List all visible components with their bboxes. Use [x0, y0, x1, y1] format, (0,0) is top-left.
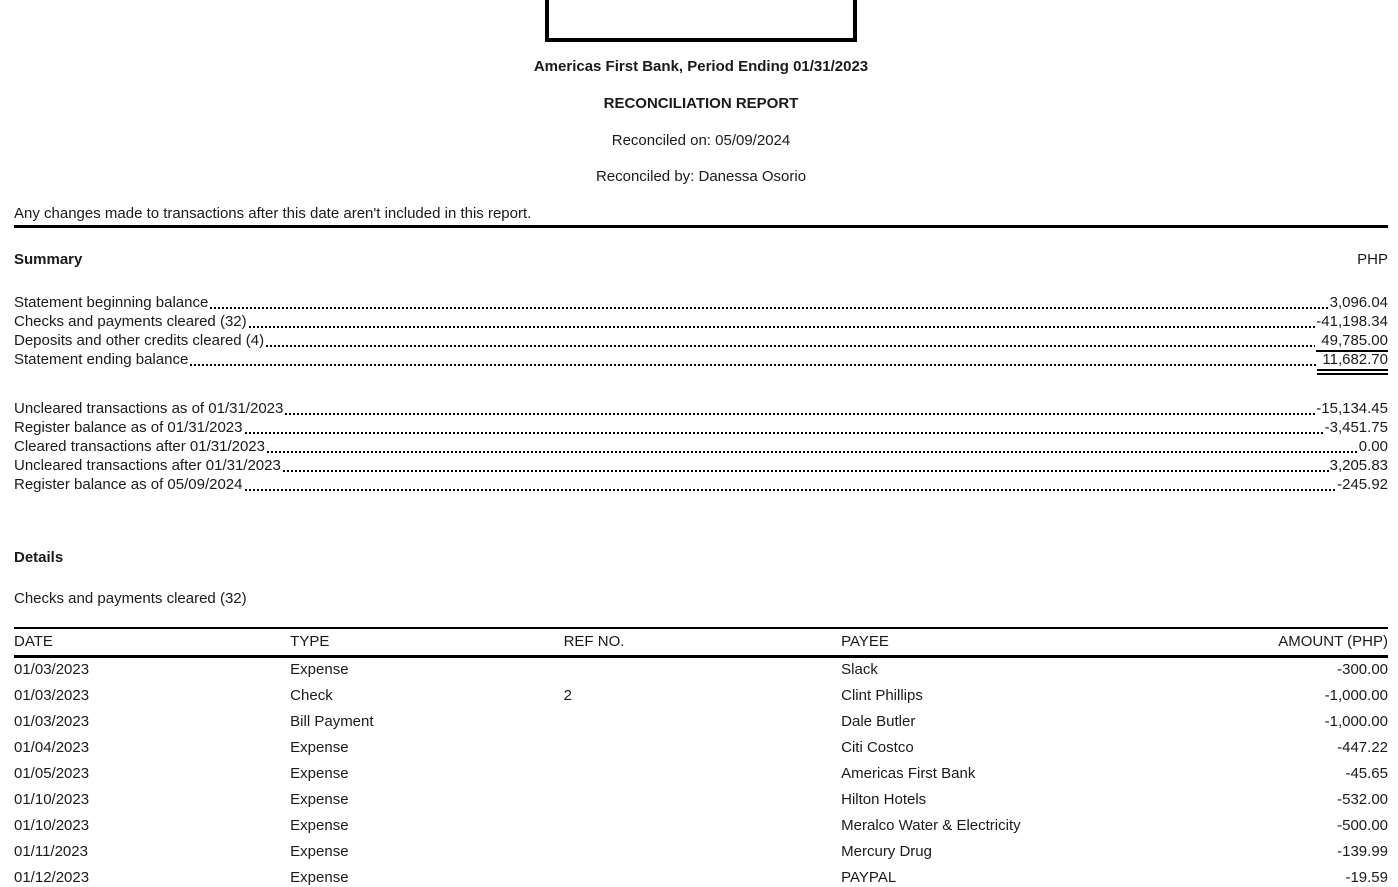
cell-type: Expense	[290, 842, 349, 860]
cell-date: 01/03/2023	[14, 686, 90, 704]
dotted-leader	[267, 451, 1358, 453]
details-section-label: Checks and payments cleared (32)	[14, 590, 247, 607]
cell-date: 01/11/2023	[14, 842, 88, 860]
details-heading: Details	[14, 549, 64, 566]
dotted-leader	[249, 326, 1316, 328]
table-row	[14, 812, 1388, 838]
cell-ref-no	[564, 786, 842, 812]
dotted-leader	[285, 413, 1315, 415]
table-row	[14, 760, 1388, 786]
cell-ref-no	[564, 656, 842, 682]
summary-row	[14, 437, 1388, 456]
logo-placeholder-box	[545, 0, 857, 42]
summary-heading: Summary	[14, 251, 83, 268]
summary-row-label: Uncleared transactions after 01/31/2023	[14, 457, 281, 474]
summary-row-label: Register balance as of 01/31/2023	[14, 419, 243, 436]
cell-date: 01/10/2023	[14, 790, 90, 808]
summary-row-label: Register balance as of 05/09/2024	[14, 476, 243, 493]
summary-row-label: Statement beginning balance	[14, 294, 209, 311]
cell-date: 01/05/2023	[14, 764, 90, 782]
summary-row	[14, 399, 1388, 418]
summary-row	[14, 293, 1388, 312]
cell-date: 01/10/2023	[14, 816, 90, 834]
column-header-date: DATE	[14, 628, 290, 656]
cell-amount: -532.00	[1337, 790, 1388, 808]
summary-row-label: Uncleared transactions as of 01/31/2023	[14, 400, 284, 417]
summary-row-label: Cleared transactions after 01/31/2023	[14, 438, 265, 455]
cell-type: Expense	[290, 661, 349, 679]
summary-group-1	[14, 293, 1388, 369]
cell-payee: Slack	[841, 661, 878, 679]
transactions-table	[14, 627, 1388, 887]
summary-row	[14, 475, 1388, 494]
column-header-type: TYPE	[290, 628, 563, 656]
summary-row-value: 11,682.70	[1317, 350, 1388, 371]
dotted-leader	[245, 489, 1337, 491]
summary-row-value: 3,096.04	[1329, 294, 1388, 311]
dotted-leader	[283, 470, 1329, 472]
dotted-leader	[210, 307, 1328, 309]
summary-row	[14, 350, 1388, 369]
summary-row-label: Deposits and other credits cleared (4)	[14, 332, 265, 349]
cell-date: 01/03/2023	[14, 712, 90, 730]
cell-amount: -1,000.00	[1324, 712, 1388, 730]
summary-row	[14, 456, 1388, 475]
cell-type: Expense	[290, 868, 349, 886]
cell-ref-no: 2	[563, 686, 572, 704]
cell-amount: -139.99	[1337, 842, 1388, 860]
column-header-payee: PAYEE	[841, 628, 1150, 656]
dotted-leader	[266, 345, 1315, 347]
summary-row	[14, 418, 1388, 437]
column-header-ref-no: REF NO.	[564, 628, 842, 656]
table-row	[14, 682, 1388, 708]
cell-type: Check	[290, 686, 333, 704]
dotted-leader	[245, 432, 1324, 434]
cell-type: Bill Payment	[290, 712, 374, 730]
column-header-amount: AMOUNT (PHP)	[1150, 628, 1388, 656]
cell-amount: -1,000.00	[1324, 686, 1388, 704]
cell-payee: Hilton Hotels	[841, 790, 927, 808]
cell-payee: Clint Phillips	[841, 686, 923, 704]
summary-row	[14, 331, 1388, 350]
summary-row-value: 3,205.83	[1329, 457, 1388, 474]
cell-type: Expense	[290, 790, 349, 808]
cell-payee: Meralco Water & Electricity	[841, 816, 1021, 834]
bank-period-title: Americas First Bank, Period Ending 01/31/2023	[533, 58, 869, 75]
cell-amount: -447.22	[1337, 738, 1388, 756]
cell-payee: Mercury Drug	[841, 842, 932, 860]
cell-payee: PAYPAL	[841, 868, 897, 886]
table-row	[14, 786, 1388, 812]
cell-ref-no	[564, 734, 842, 760]
summary-row-value: -41,198.34	[1316, 313, 1388, 330]
cell-ref-no	[564, 838, 842, 864]
cell-type: Expense	[290, 816, 349, 834]
cell-ref-no	[564, 760, 842, 786]
cell-payee: Citi Costco	[841, 738, 914, 756]
summary-row-value: -15,134.45	[1316, 400, 1388, 417]
summary-heading-row	[14, 252, 1388, 267]
table-row	[14, 734, 1388, 760]
reconciled-on-line: Reconciled on: 05/09/2024	[611, 132, 791, 149]
cell-amount: -45.65	[1345, 764, 1388, 782]
summary-row-label: Statement ending balance	[14, 351, 189, 368]
summary-row-value: 0.00	[1358, 438, 1388, 455]
report-title: RECONCILIATION REPORT	[603, 95, 799, 112]
table-row	[14, 864, 1388, 887]
summary-row-value: 49,785.00	[1316, 331, 1388, 352]
changes-notice: Any changes made to transactions after this date aren't included in this report.	[14, 206, 1388, 228]
summary-row-value: -3,451.75	[1324, 419, 1388, 436]
table-header-row	[14, 628, 1388, 656]
cell-payee: Americas First Bank	[841, 764, 976, 782]
summary-row-value: -245.92	[1337, 476, 1388, 493]
dotted-leader	[190, 364, 1316, 366]
table-row	[14, 838, 1388, 864]
cell-date: 01/04/2023	[14, 738, 90, 756]
table-row	[14, 656, 1388, 682]
cell-type: Expense	[290, 738, 349, 756]
cell-date: 01/03/2023	[14, 661, 90, 679]
cell-ref-no	[564, 864, 842, 887]
cell-date: 01/12/2023	[14, 868, 90, 886]
cell-amount: -19.59	[1345, 868, 1388, 886]
summary-row-label: Checks and payments cleared (32)	[14, 313, 247, 330]
cell-payee: Dale Butler	[841, 712, 916, 730]
reconciled-by-line: Reconciled by: Danessa Osorio	[595, 168, 807, 185]
cell-amount: -300.00	[1337, 661, 1388, 679]
summary-group-2	[14, 399, 1388, 494]
cell-ref-no	[564, 812, 842, 838]
summary-row	[14, 312, 1388, 331]
cell-amount: -500.00	[1337, 816, 1388, 834]
table-row	[14, 708, 1388, 734]
cell-ref-no	[564, 708, 842, 734]
currency-label: PHP	[1357, 251, 1388, 268]
cell-type: Expense	[290, 764, 349, 782]
